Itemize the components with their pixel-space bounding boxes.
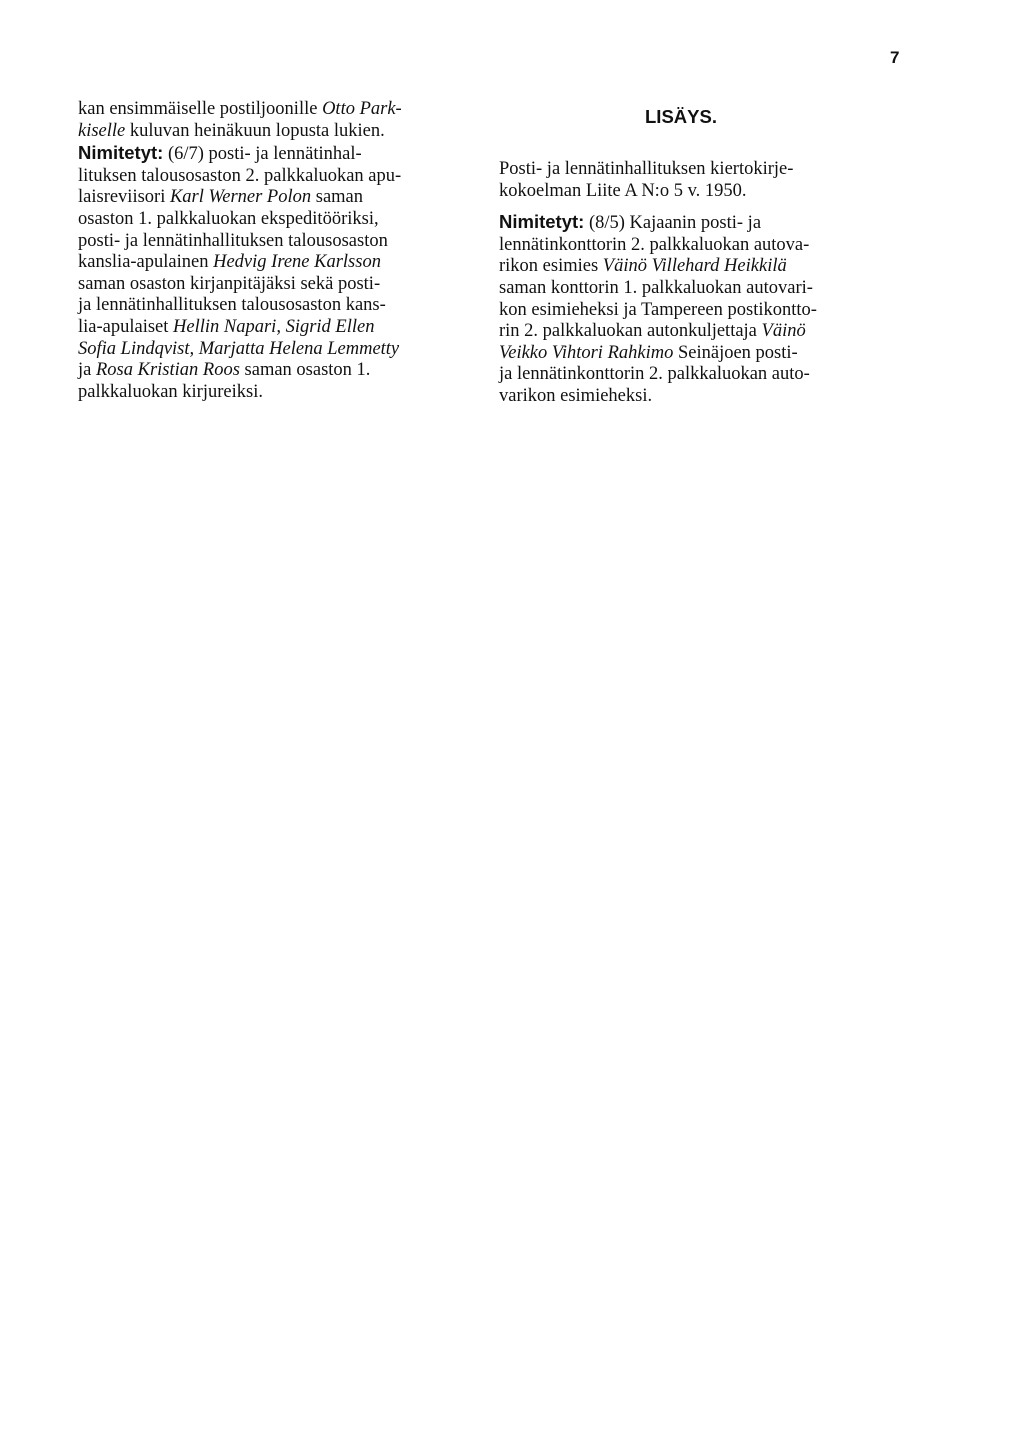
text-line: posti- ja lennätinhallituksen talousosaston bbox=[78, 230, 388, 251]
text-line: ja lennätinhallituksen talousosaston kans- bbox=[78, 295, 386, 316]
text-line: kan ensimmäiselle postiljoonille Otto Park- bbox=[78, 99, 402, 119]
text-line: rikon esimies Väinö Villehard Heikkilä bbox=[499, 256, 787, 277]
section-heading: LISÄYS. bbox=[645, 106, 717, 127]
left-column bbox=[78, 99, 402, 403]
text-line: Sofia Lindqvist, Marjatta Helena Lemmetty bbox=[78, 338, 400, 359]
appointments-label: Nimitetyt: bbox=[499, 211, 585, 233]
text-line: saman konttorin 1. palkkaluokan autovari- bbox=[499, 277, 813, 298]
text-line: Nimitetyt: (6/7) posti- ja lennätinhal- bbox=[78, 142, 362, 165]
text-line: osaston 1. palkkaluokan ekspeditööriksi, bbox=[78, 208, 379, 229]
text-line: ja Rosa Kristian Roos saman osaston 1. bbox=[78, 360, 371, 381]
text-line: rin 2. palkkaluokan autonkuljettaja Väinö bbox=[499, 321, 806, 342]
text-line: kokoelman Liite A N:o 5 v. 1950. bbox=[499, 180, 747, 201]
text-line: kiselle kuluvan heinäkuun lopusta lukien. bbox=[78, 120, 385, 141]
text-line: laisreviisori Karl Werner Polon saman bbox=[78, 187, 364, 208]
text-line: lia-apulaiset Hellin Napari, Sigrid Ellen bbox=[78, 316, 375, 337]
text-line: Posti- ja lennätinhallituksen kiertokirje- bbox=[499, 159, 794, 179]
text-line: kanslia-apulainen Hedvig Irene Karlsson bbox=[78, 252, 381, 273]
page-number: 7 bbox=[890, 48, 900, 67]
text-line: saman osaston kirjanpitäjäksi sekä posti- bbox=[78, 273, 381, 294]
text-line: ja lennätinkonttorin 2. palkkaluokan auto- bbox=[499, 364, 810, 385]
paragraph-gap bbox=[499, 202, 817, 211]
text-line: Nimitetyt: (8/5) Kajaanin posti- ja bbox=[499, 211, 762, 234]
text-line: lennätinkonttorin 2. palkkaluokan autova- bbox=[499, 234, 810, 255]
appointments-label: Nimitetyt: bbox=[78, 142, 164, 164]
right-column bbox=[499, 159, 817, 408]
text-line: kon esimieheksi ja Tampereen postikontto- bbox=[499, 299, 817, 320]
text-line: varikon esimieheksi. bbox=[499, 385, 653, 406]
text-line: lituksen talousosaston 2. palkkaluokan apu- bbox=[78, 165, 402, 186]
text-line: palkkaluokan kirjureiksi. bbox=[78, 381, 263, 402]
text-line: Veikko Vihtori Rahkimo Seinäjoen posti- bbox=[499, 342, 798, 363]
